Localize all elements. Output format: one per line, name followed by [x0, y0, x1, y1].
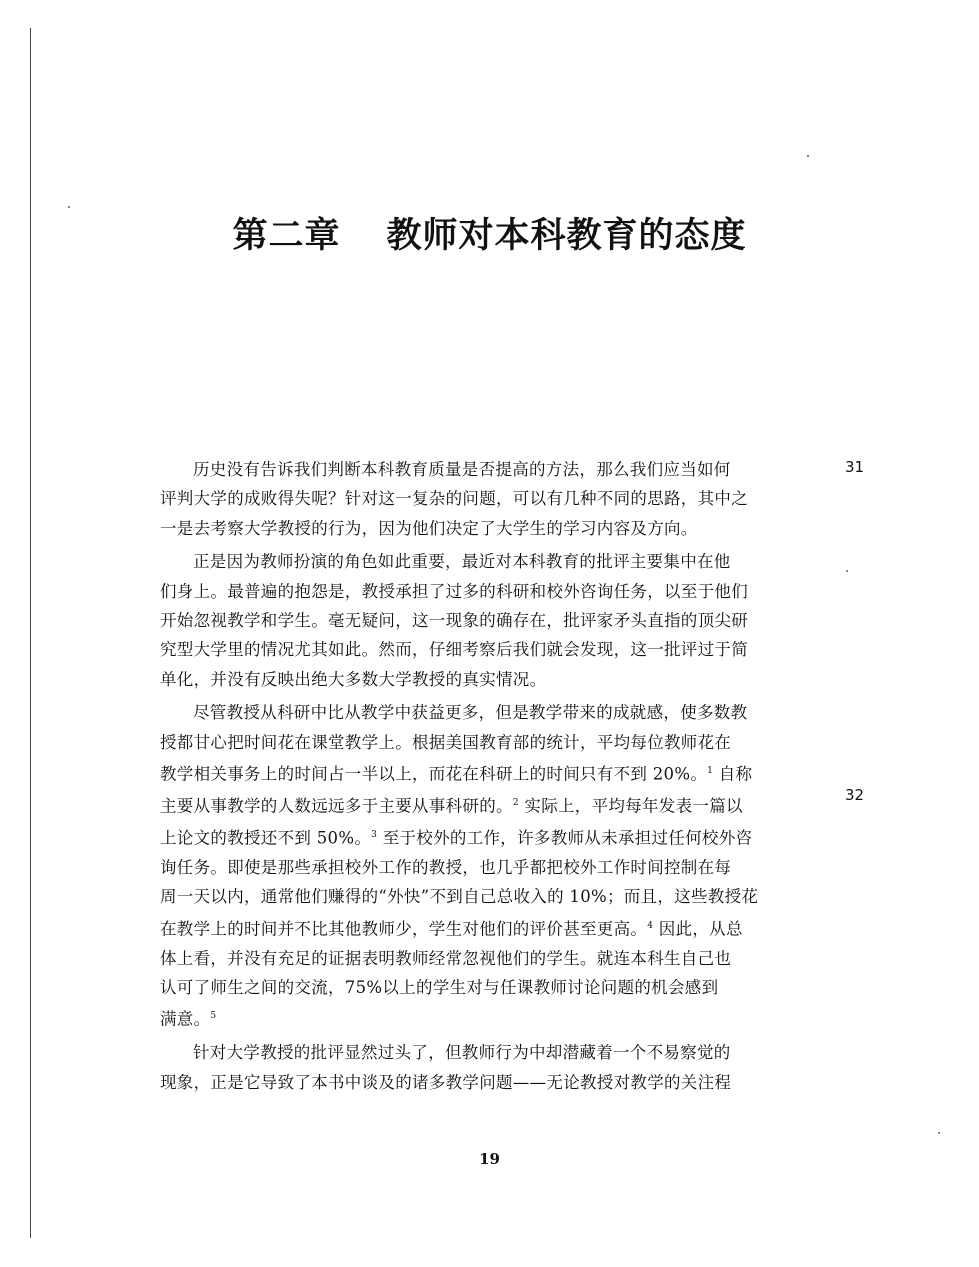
text-line: 教学相关事务上的时间占一半以上，而花在科研上的时间只有不到 20%。$^1$ 自称 — [160, 764, 753, 784]
body-text — [160, 455, 832, 1101]
text-line: 们身上。最普遍的抱怨是，教授承担了过多的科研和校外咨询任务，以至于他们 — [160, 581, 748, 601]
text-line: 正是因为教师扮演的角色如此重要，最近对本科教育的批评主要集中在他 — [193, 552, 731, 572]
footnote-marker: 3 — [371, 829, 378, 840]
text-line: 尽管教授从科研中比从教学中获益更多，但是教学带来的成就感，使多数教 — [193, 703, 748, 723]
text-line: 周一天以内，通常他们赚得的“外快”不到自己总收入的 10%；而且，这些教授花 — [160, 887, 759, 907]
paragraph — [160, 455, 832, 543]
text-line: 一是去考察大学教授的行为，因为他们决定了大学生的学习内容及方向。 — [160, 518, 698, 538]
margin-page-number: 31 — [845, 458, 865, 476]
paragraph — [160, 698, 832, 1034]
text-line: 上论文的教授还不到 50%。$^3$ 至于校外的工作，许多教师从未承担过任何校外咨 — [160, 828, 753, 848]
text-line: 满意。$^5$ — [160, 1009, 217, 1029]
footnote-marker: 5 — [210, 1011, 217, 1022]
text-line: 认可了师生之间的交流，75%以上的学生对与任课教师讨论问题的机会感到 — [160, 977, 719, 997]
text-line: 主要从事教学的人数远远多于主要从事科研的。$^2$ 实际上，平均每年发表一篇以 — [160, 796, 743, 816]
text-line: 授都甘心把时间花在课堂教学上。根据美国教育部的统计，平均每位教师花在 — [160, 732, 732, 752]
text-line: 询任务。即使是那些承担校外工作的教授，也几乎都把校外工作时间控制在每 — [160, 857, 732, 877]
scan-speck — [846, 570, 848, 572]
text-line: 评判大学的成败得失呢？针对这一复杂的问题，可以有几种不同的思路，其中之 — [160, 489, 748, 509]
text-line: 在教学上的时间并不比其他教师少，学生对他们的评价甚至更高。$^4$ 因此，从总 — [160, 919, 743, 939]
text-line: 究型大学里的情况尤其如此。然而，仔细考察后我们就会发现，这一批评过于简 — [160, 640, 748, 660]
text-line: 单化，并没有反映出绝大多数大学教授的真实情况。 — [160, 669, 547, 689]
scan-speck — [938, 1132, 940, 1134]
margin-page-number: 32 — [845, 786, 865, 804]
footnote-marker: 1 — [707, 766, 714, 777]
paragraph — [160, 1038, 832, 1097]
text-line: 开始忽视教学和学生。毫无疑问，这一现象的确存在，批评家矛头直指的顶尖研 — [160, 611, 748, 631]
chapter-title: 教师对本科教育的态度 — [386, 215, 747, 256]
footnote-marker: 2 — [512, 797, 519, 808]
text-line: 历史没有告诉我们判断本科教育质量是否提高的方法，那么我们应当如何 — [193, 460, 731, 479]
chapter-heading — [0, 208, 979, 258]
text-line: 体上看，并没有充足的证据表明教师经常忽视他们的学生。就连本科生自己也 — [160, 948, 732, 968]
chapter-number: 第二章 — [232, 215, 341, 256]
text-line: 现象，正是它导致了本书中谈及的诸多教学问题——无论教授对教学的关注程 — [160, 1072, 732, 1092]
footnote-marker: 4 — [647, 920, 654, 931]
paragraph — [160, 547, 832, 694]
page-number: 19 — [479, 1150, 500, 1168]
text-line: 针对大学教授的批评显然过头了，但教师行为中却潜藏着一个不易察觉的 — [193, 1043, 731, 1063]
scan-speck — [807, 155, 809, 157]
